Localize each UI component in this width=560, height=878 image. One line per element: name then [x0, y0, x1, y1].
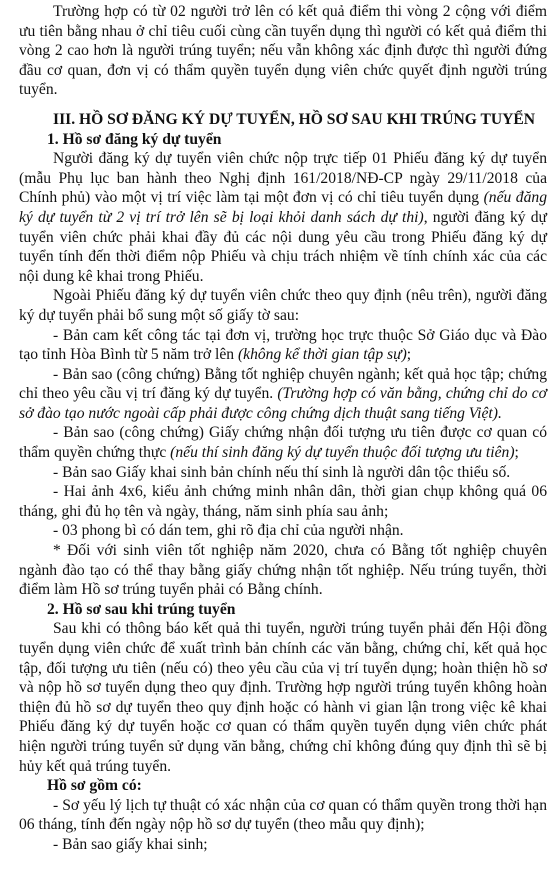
list-item-birth-certificate: - Bản sao Giấy khai sinh bản chính nếu thí sinh là người dân tộc thiểu số. — [53, 463, 511, 481]
item3-text: - Bản sao (công chứng) Giấy chứng nhận đối tượng ưu tiên được cơ quan có thẩm quyền chứng thực — [19, 424, 547, 462]
item1-italic: (không kể thời gian tập sự) — [237, 346, 407, 364]
sub1-p1-italic: (nếu đăng ký dự tuyển từ 2 vị trí trở lên sẽ bị loại khỏi danh sách dự thi) — [19, 189, 547, 226]
item2-text: - Bản sao (công chứng) Bằng tốt nghiệp chuyên ngành; kết quả học tập; chứng chỉ theo yêu cầu vị trí đăng ký dự tuyển. — [19, 365, 547, 403]
list-item-priority — [19, 423, 547, 462]
sub1-p1-text: Người đăng ký dự tuyển viên chức nộp trực tiếp 01 Phiếu đăng ký dự tuyển (mẫu Phụ lục ban hành theo Nghị định 161/2018/NĐ-CP ngày 29/11/2018 của Chính phủ) vào một vị trí việc làm tại một đơn vị có chỉ tiêu tuyển dụng — [19, 150, 547, 207]
sub2-heading: 2. Hồ sơ sau khi trúng tuyển — [47, 600, 236, 618]
sub1-heading: 1. Hồ sơ đăng ký dự tuyển — [47, 130, 222, 148]
graduate-note: * Đối với sinh viên tốt nghiệp năm 2020, chưa có Bằng tốt nghiệp chuyên ngành đào tạo có thể thay bằng giấy chứng nhận tốt nghiệp. Nếu trúng tuyển, thời điểm làm Hồ sơ trúng tuyển phải có Bằng chính. — [19, 542, 547, 599]
docs-heading: Hồ sơ gồm có: — [47, 777, 142, 795]
item2-italic: (Trường hợp có văn bằng, chứng chỉ do cơ sở đào tạo nước ngoài cấp phải được công chứng dịch thuật sang tiếng Việt). — [19, 385, 547, 422]
list-item-photos: - Hai ảnh 4x6, kiểu ảnh chứng minh nhân dân, thời gian chụp không quá 06 tháng, ghi đủ họ tên và ngày, tháng, năm sinh phía sau ảnh; — [19, 483, 547, 520]
item3-end: ; — [514, 444, 519, 462]
intro-paragraph: Trường hợp có từ 02 người trở lên có kết quả điểm thi vòng 2 cộng với điểm ưu tiên bằng nhau ở chỉ tiêu cuối cùng cần tuyển dụng thì người có kết quả điểm thi vòng 2 cao hơn là người trúng tuyển; nếu vẫn không xác định được thì người đứng đầu cơ quan, đơn vị có thẩm quyền tuyển dụng viên chức quyết định người trúng tuyển. — [19, 3, 547, 99]
sub1-p1-text-end: , người đăng ký dự tuyển viên chức phải khai đầy đủ các nội dung yêu cầu trong Phiếu đăng ký dự tuyển tính đến thời điểm nộp Phiếu và chịu trách nhiệm về tính chính xác của các nội dung kê khai trong Phiếu. — [19, 208, 547, 285]
sub1-paragraph-1 — [19, 149, 547, 286]
list-item-cv: - Sơ yếu lý lịch tự thuật có xác nhận của cơ quan có thẩm quyền trong thời hạn 06 tháng, tính đến ngày nộp hồ sơ dự tuyển (theo mẫu quy định); — [19, 796, 547, 834]
item1-text: - Bản cam kết công tác tại đơn vị, trường học trực thuộc Sở Giáo dục và Đào tạo tỉnh Hòa Bình từ 5 năm trở lên — [19, 326, 547, 364]
sub2-paragraph-1: Sau khi có thông báo kết quả thi tuyển, người trúng tuyển phải đến Hội đồng tuyển dụng viên chức để xuất trình bản chính các văn bằng, chứng chỉ, kết quả học tập, đối tượng ưu tiên (nếu có) theo yêu cầu của vị trí tuyển dụng; hoàn thiện hồ sơ và nộp hồ sơ tuyển dụng theo quy định. Trường hợp người trúng tuyển không hoàn thiện đủ hồ sơ dự tuyển theo quy định hoặc có hành vi gian lận trong việc kê khai Phiếu đăng ký dự tuyển hoặc cơ quan có thẩm quyền tuyển dụng viên chức phát hiện người trúng tuyển sử dụng văn bằng, chứng chỉ không đúng quy định thì sẽ bị hủy kết quả trúng tuyển. — [19, 620, 547, 775]
list-item-diploma — [19, 365, 547, 424]
list-item-envelopes: - 03 phong bì có dán tem, ghi rõ địa chỉ của người nhận. — [53, 522, 404, 540]
item1-end: ; — [406, 346, 412, 364]
list-item-birth-copy: - Bản sao giấy khai sinh; — [53, 835, 208, 853]
list-item-commitment — [19, 326, 547, 365]
section-title: III. HỒ SƠ ĐĂNG KÝ DỰ TUYỂN, HỒ SƠ SAU KHI TRÚNG TUYỂN — [53, 110, 536, 128]
sub1-paragraph-2: Ngoài Phiếu đăng ký dự tuyển viên chức theo quy định (nêu trên), người đăng ký dự tuyển phải bổ sung một số giấy tờ sau: — [19, 287, 547, 324]
item3-italic: (nếu thí sinh đăng ký dự tuyển thuộc đối tượng ưu tiên) — [170, 444, 515, 462]
